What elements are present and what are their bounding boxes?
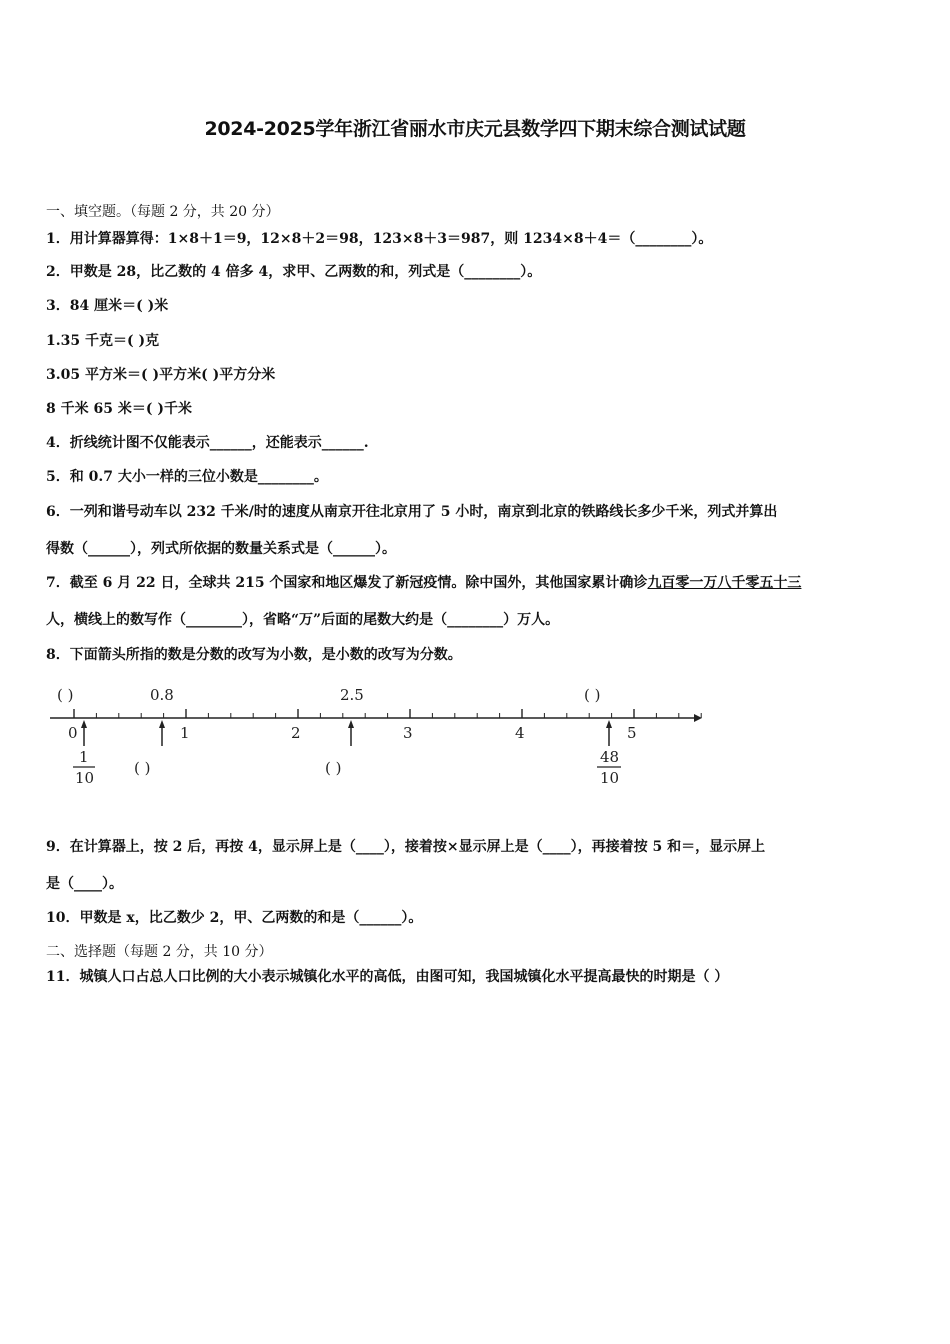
fraction-48-10-numerator: 48: [600, 748, 620, 766]
question-7-line2: 人，横线上的数写作（________），省略“万”后面的尾数大约是（________）万人。: [46, 612, 560, 628]
question-10: 10．甲数是 x，比乙数少 2，甲、乙两数的和是（______）。: [46, 910, 423, 926]
question-4: 4．折线统计图不仅能表示______，还能表示______.: [46, 435, 369, 451]
tick-label-5: 5: [627, 724, 637, 742]
fraction-1-10-denominator: 10: [75, 769, 95, 787]
section-heading-fill-blanks: 一、填空题。（每题 2 分，共 20 分）: [46, 204, 280, 220]
section-heading-multiple-choice: 二、选择题（每题 2 分，共 10 分）: [46, 944, 273, 960]
question-8: 8．下面箭头所指的数是分数的改写为小数，是小数的改写为分数。: [46, 647, 462, 663]
tick-label-1: 1: [180, 724, 190, 742]
up-arrow-2.5: [348, 720, 354, 746]
up-arrow-48-10: [606, 720, 612, 746]
up-arrow-0.8: [159, 720, 165, 746]
top-label-blank-1: ( ): [57, 686, 74, 704]
question-7-line1: [46, 572, 801, 592]
question-11: 11．城镇人口占总人口比例的大小表示城镇化水平的高低，由图可知，我国城镇化水平提高最快的时期是（ ）: [46, 969, 729, 985]
question-9-line1: 9．在计算器上，按 2 后，再按 4，显示屏上是（____），接着按×显示屏上是（____），再接着按 5 和＝，显示屏上: [46, 839, 766, 855]
question-9-line2: 是（____）。: [46, 876, 123, 892]
question-3c: 3.05 平方米＝( )平方米( )平方分米: [46, 367, 276, 383]
fraction-48-10-denominator: 10: [600, 769, 620, 787]
fraction-1-10-numerator: 1: [79, 748, 89, 766]
tick-label-3: 3: [403, 724, 413, 742]
up-arrow-1-10: [81, 720, 87, 746]
question-2: 2．甲数是 28，比乙数的 4 倍多 4，求甲、乙两数的和，列式是（________）。: [46, 264, 542, 280]
number-line-figure: [44, 680, 704, 795]
question-3a: 3．84 厘米＝( )米: [46, 298, 169, 314]
page-title: 2024-2025学年浙江省丽水市庆元县数学四下期末综合测试试题: [204, 118, 746, 140]
question-1: 1．用计算器算得：1×8＋1＝9，12×8＋2＝98，123×8＋3＝987，则 1234×8＋4＝（________）。: [46, 231, 713, 247]
top-label-2.5: 2.5: [340, 686, 364, 704]
question-5: 5．和 0.7 大小一样的三位小数是________。: [46, 469, 328, 485]
question-3d: 8 千米 65 米＝( )千米: [46, 401, 192, 417]
top-label-blank-2: ( ): [584, 686, 601, 704]
number-line-ticks: [74, 709, 704, 718]
question-6-line1: 6．一列和谐号动车以 232 千米/时的速度从南京开往北京用了 5 小时，南京到北京的铁路线长多少千米，列式并算出: [46, 504, 778, 520]
top-label-0.8: 0.8: [150, 686, 174, 704]
question-6-line2: 得数（______），列式所依据的数量关系式是（______）。: [46, 541, 396, 557]
question-7-text: 7．截至 6 月 22 日，全球共 215 个国家和地区爆发了新冠疫情。除中国外，其他国家累计确诊: [46, 575, 648, 591]
question-3b: 1.35 千克＝( )克: [46, 333, 160, 349]
tick-label-2: 2: [291, 724, 301, 742]
bottom-label-blank-1: ( ): [134, 759, 151, 777]
bottom-label-blank-2: ( ): [325, 759, 342, 777]
question-7-underlined-number: 九百零一万八千零五十三: [647, 575, 802, 591]
tick-label-4: 4: [515, 724, 525, 742]
tick-label-0: 0: [68, 724, 78, 742]
